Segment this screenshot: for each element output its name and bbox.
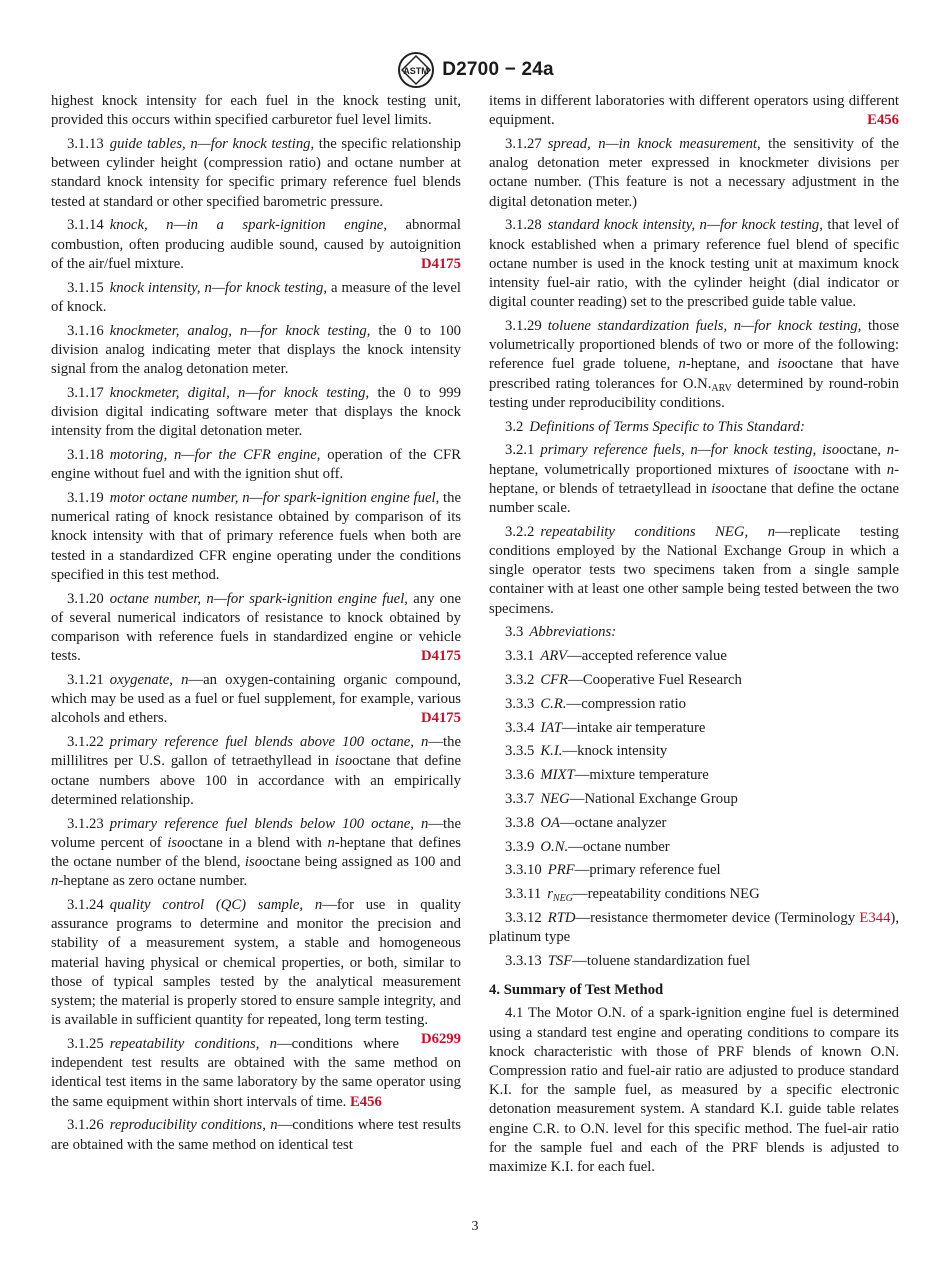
reference-link[interactable]: E456 xyxy=(867,112,899,129)
abbreviation-item: 3.3.12 RTD—resistance thermometer device (Terminology E344), platinum type xyxy=(489,910,899,946)
abbreviation-item: 3.3.7 NEG—National Exchange Group xyxy=(505,791,738,808)
definition-3-1-20: 3.1.20 octane number, n—for spark-ignition engine fuel, any one of several numerical indicators of resistance to knock obtained by comparison with reference fuels in standardized engine or vehicle tests. D4175 xyxy=(51,590,461,667)
abbreviation-item: 3.3.11 $r_{NEG}—repeatability$ conditions NEG xyxy=(505,886,760,905)
section-3-2-heading: 3.2 Definitions of Terms Specific to This Standard: xyxy=(505,418,805,435)
definition-3-1-23: 3.1.23 primary reference fuel blends below 100 octane, n—the volume percent of isooctane in a blend with n-heptane that defines the octane number of the blend, isooctane being assigned as 100 and n-heptane as zero octane number. xyxy=(51,815,462,890)
page-header xyxy=(0,48,950,92)
definition-3-1-22: 3.1.22 primary reference fuel blends above 100 octane, n—the millilitres per U.S. gallon of tetraethyllead in isooctane that define octane numbers above 100 in accordance with an empirically determined relationship. xyxy=(51,734,462,808)
definition-3-1-15: 3.1.15 knock intensity, n—for knock testing, a measure of the level of knock. xyxy=(51,279,461,315)
reference-link[interactable]: E344 xyxy=(859,910,891,926)
reference-link[interactable]: D4175 xyxy=(421,710,461,727)
abbreviation-item: 3.3.5 K.I.—knock intensity xyxy=(505,743,668,760)
definition-3-1-19: 3.1.19 motor octane number, n—for spark-ignition engine fuel, the numerical rating of knock resistance obtained by comparison of its knock intensity with that of primary reference fuels when both are tested in a standardized CFR engine operating under the conditions specified in this test method. xyxy=(51,490,461,583)
definition-3-2-2: 3.2.2 repeatability conditions NEG, n—replicate testing conditions employed by the National Exchange Group in which a single operator tests two specimens taken from a single sample container with at least one other sample being tested between the two specimens. xyxy=(489,523,899,617)
definition-3-1-14: 3.1.14 knock, n—in a spark-ignition engine, abnormal combustion, often producing audible sound, caused by autoignition of the air/fuel mixture. D4175 xyxy=(51,216,461,274)
definition-3-1-29: 3.1.29 toluene standardization fuels, n—for knock testing, those volumetrically proportioned blends of two or more of the following: reference fuel grade toluene, n-heptane, and isooctane that have prescribed rating tolerances for $O.N._{ARV}$ determined by round-robin testing under reproducibility conditions. xyxy=(489,318,900,411)
document-id: D2700 − 24a xyxy=(442,59,554,80)
definition-3-1-24: 3.1.24 quality control (QC) sample, n—for use in quality assurance programs to determine and monitor the precision and stability of a measurement system, a stable and homogeneous material having physical or chemical properties, or both, similar to those of typical samples tested by the analytical measurement system; the material is properly stored to ensure sample integrity, and is available in sufficient quantity for repeated, long term testing. D6299 xyxy=(51,896,461,1030)
abbreviation-item: 3.3.3 C.R.—compression ratio xyxy=(505,695,687,712)
paragraph-4-1: 4.1 The Motor O.N. of a spark-ignition engine fuel is determined using a standard test engine and operating conditions to compare its knock characteristic with those of PRF blends of known O.N. Compression ratio and fuel-air ratio are adjusted to produce standard K.I. for the sample fuel, as measured by a specific electronic detonation measurement system. A standard K.I. guide table relates engine C.R. to O.N. level for this specific method. The fuel-air ratio for the sample fuel and each of the PRF blends is adjusted to maximize K.I. for each fuel. xyxy=(489,1005,899,1176)
section-4-heading: 4. Summary of Test Method xyxy=(489,982,664,999)
reference-link[interactable]: D4175 xyxy=(421,255,461,272)
definition-3-1-21: 3.1.21 oxygenate, n—an oxygen-containing organic compound, which may be used as a fuel or fuel supplement, for example, various alcohols and ethers. D4175 xyxy=(51,671,461,729)
abbreviation-item: 3.3.9 O.N.—octane number xyxy=(505,838,670,855)
reference-link[interactable]: E456 xyxy=(350,1093,382,1110)
definition-3-1-13: 3.1.13 guide tables, n—for knock testing, the specific relationship between cylinder height (compression ratio) and octane number at standard knock intensity for specific primary reference fuel blends tested at standard or other specified barometric pressure. xyxy=(51,136,461,210)
definition-3-1-16: 3.1.16 knockmeter, analog, n—for knock testing, the 0 to 100 division analog indicating meter that displays the knock intensity signal from the analog detonation meter. xyxy=(51,322,462,378)
abbreviation-item: 3.3.6 MIXT—mixture temperature xyxy=(505,767,709,784)
svg-text:ASTM: ASTM xyxy=(403,66,429,76)
astm-logo-icon xyxy=(396,50,436,90)
paragraph-continuation: highest knock intensity for each fuel in the knock testing unit, provided this occurs within specified carburetor fuel level limits. xyxy=(51,93,461,129)
page-number: 3 xyxy=(471,1219,479,1234)
abbreviation-item: 3.3.4 IAT—intake air temperature xyxy=(505,719,706,736)
left-column xyxy=(51,92,461,1159)
definition-3-1-27: 3.1.27 spread, n—in knock measurement, the sensitivity of the analog detonation meter expressed in knockmeter divisions per octane number. (This feature is not a necessary adjustment in the digital detonation meter.) xyxy=(489,136,899,210)
paragraph-continuation: items in different laboratories with different operators using different equipment. E456 xyxy=(489,92,899,130)
abbreviation-item: 3.3.8 OA—octane analyzer xyxy=(505,814,667,831)
definition-3-2-1: 3.2.1 primary reference fuels, n—for knock testing, isooctane, n-heptane, volumetrically proportioned mixtures of isooctane with n-heptane, or blends of tetraetyllead in isooctane that define the octane number scale. xyxy=(489,442,899,517)
definition-3-1-26: 3.1.26 reproducibility conditions, n—conditions where test results are obtained with the same method on identical test xyxy=(51,1117,461,1153)
reference-link[interactable]: D4175 xyxy=(421,648,461,665)
abbreviation-item: 3.3.10 PRF—primary reference fuel xyxy=(505,862,721,879)
reference-link[interactable]: D6299 xyxy=(421,1031,461,1048)
section-3-3-heading: 3.3 Abbreviations: xyxy=(505,624,617,641)
right-column xyxy=(489,92,899,1182)
definition-3-1-17: 3.1.17 knockmeter, digital, n—for knock testing, the 0 to 999 division digital indicating software meter that displays the knock intensity from the digital detonation meter. xyxy=(51,384,461,440)
abbreviation-list xyxy=(489,647,899,971)
definition-3-1-28: 3.1.28 standard knock intensity, n—for knock testing, that level of knock established when a primary reference fuel blend of specific octane number is used in the knock testing unit at maximum knock intensity fuel-air ratio, with the cylinder height (dial indicator or digital counter reading) set to the prescribed guide table value. xyxy=(489,217,899,311)
abbreviation-item: 3.3.1 ARV—accepted reference value xyxy=(505,648,727,665)
definition-3-1-25: 3.1.25 repeatability conditions, n—conditions where independent test results are obtained with the same method on identical test items in the same laboratory by the same operator using the same equipment within short intervals of time. E456 xyxy=(51,1036,461,1110)
abbreviation-item: 3.3.13 TSF—toluene standardization fuel xyxy=(505,953,751,969)
abbreviation-item: 3.3.2 CFR—Cooperative Fuel Research xyxy=(505,672,742,689)
definition-3-1-18: 3.1.18 motoring, n—for the CFR engine, operation of the CFR engine without fuel and with the ignition shut off. xyxy=(51,447,461,483)
